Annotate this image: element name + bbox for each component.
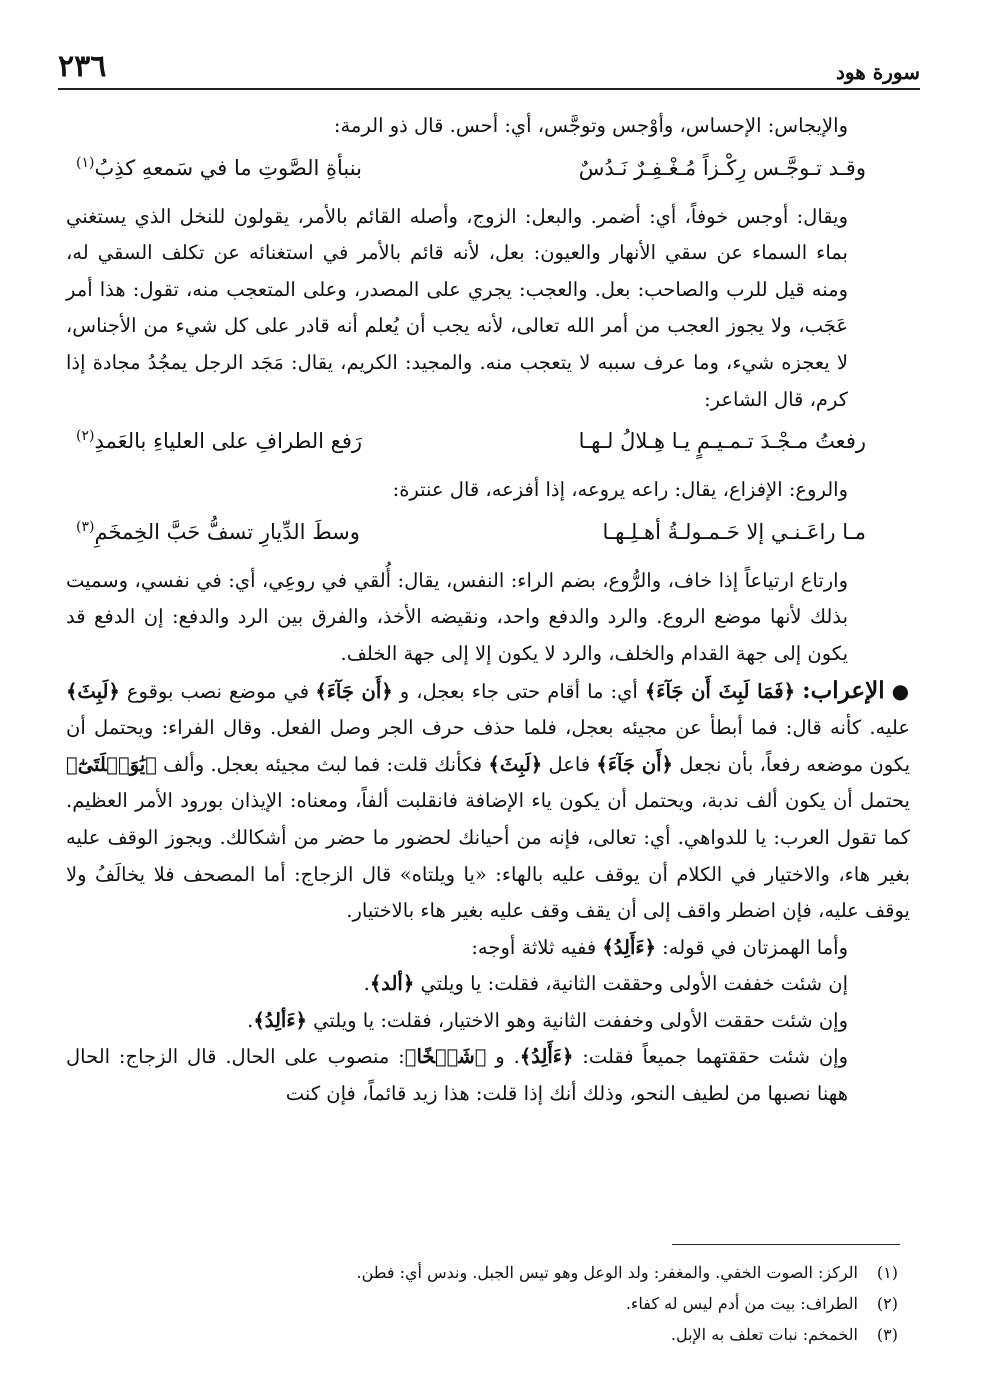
footnote-number: (٢) (876, 1294, 898, 1313)
poem-verse-1 (66, 149, 910, 187)
footnote-marker: (٣) (76, 518, 95, 535)
quran-quote: ﴿شَيۡخًا﴾ (404, 1045, 487, 1069)
surah-title: سورة هود (836, 60, 920, 84)
footnote-number: (٣) (876, 1325, 898, 1344)
quran-quote: ﴿ءَأَلِدُ﴾ (519, 1045, 574, 1069)
irab-heading: الإعراب: (802, 676, 885, 704)
paragraph-option-3: وإن شئت حققتهما جميعاً فقلت: ﴿ءَأَلِدُ﴾. و ﴿شَيۡخًا﴾: منصوب على الحال. قال الزجاج: الحال ههنا نصبها من لطيف النحو، وذلك أنك إذا قلت: هذا زيد قائماً، فإن كنت (66, 1045, 849, 1106)
paragraph-option-1: إن شئت خففت الأولى وحققت الثانية، فقلت: يا ويلتي ﴿ألد﴾. (363, 972, 848, 996)
quran-quote: ﴿أَن جَآءَ﴾ (315, 679, 393, 703)
verse-first-hemistich: رفعتُ مـجْـدَ تـمـيـمٍ يـا هِـلالُ لـهـا (578, 429, 866, 454)
quran-quote: ﴿أَن جَآءَ﴾ (596, 752, 673, 776)
footnote-text: الخمخم: نبات تعلف به الإبل. (670, 1325, 858, 1344)
page-number: ٢٣٦ (58, 49, 107, 84)
verse-first-hemistich: وقـد تـوجَّـس رِكْـزاً مُـغْـفِـرٌ نَـدُسٌ (578, 155, 866, 180)
quran-quote: ﴿ءَألِدُ﴾ (253, 1008, 307, 1032)
footnote-1 (70, 1257, 898, 1288)
quran-quote: ﴿لَبِثَ﴾ (488, 752, 543, 776)
verse-first-hemistich: مـا راعَـنـي إلا حَـمـولـةُ أهـلِـهـا (602, 519, 866, 544)
verse-second-hemistich: رَفع الطرافِ على العلياءِ بالعَمدِ$^{(٢)}$ (76, 428, 363, 454)
footnote-text: الطراف: بيت من أدم ليس له كفاء. (625, 1294, 858, 1313)
paragraph-ijas: والإيجاس: الإحساس، وأوْجس وتوجَّس، أي: أحس. قال ذو الرمة: (333, 114, 848, 137)
paragraph-rawa: والروع: الإفزاع، يقال: راعه يروعه، إذا أفزعه، قال عنترة: (392, 478, 848, 502)
footnote-text: الركز: الصوت الخفي. والمغفر: ولد الوعل وهو تيس الجبل. وندس أي: فطن. (356, 1263, 858, 1282)
footnote-2 (70, 1288, 898, 1319)
poem-verse-2 (66, 422, 910, 460)
quran-quote: ﴿ألد﴾ (369, 972, 415, 996)
paragraph-irab: ● الإعراب: ﴿فَمَا لَبِثَ أَن جَآءَ﴾ أي: ما أقام حتى جاء بعجل، و ﴿أَن جَآءَ﴾ في موضع نصب بوقوع ﴿لَبِثَ﴾ عليه. كأنه قال: فما أبطأ عن مجيئه بعجل، فلما حذف حرف الجر وصل الفعل. وقال الفراء: ويحتمل أن يكون موضعه رفعاً، بأن نجعل ﴿أَن جَآءَ﴾ فاعل ﴿لَبِثَ﴾ فكأنك قلت: فما لبث مجيئه بعجل. وألف ﴿يَٰوَيۡلَتَىٰٓ﴾ يحتمل أن يكون ألف ندبة، ويحتمل أن يكون ياء الإضافة فانقلبت ألفاً، ومعناه: الإيذان بورود الأمر العظيم. كما تقول العرب: يا للدواهي. أي: تعالى، فإنه من أحيانك لحضور ما حضر من أشكالك. ويجوز الوقف عليه بغير هاء، والاختيار في الكلام أن يوقف عليه بالهاء: «يا ويلتاه» قال الزجاج: أما المصحف فلا يخالَفُ ولا يوقف عليه، فإن اضطر واقف إلى أن يقف وقف عليه بغير هاء بالاختيار. (66, 676, 911, 923)
paragraph-baal: ويقال: أوجس خوفاً، أي: أضمر. والبعل: الزوج، وأصله القائم بالأمر، يقولون للنخل الذي يستغني بماء السماء عن سقي الأنهار والعيون: بعل، لأنه قائم بالأمر في استغنائه عن تكلف السقي له، ومنه قيل للرب والصاحب: بعل. والعجب: يجري على المصدر، وعلى المتعجب منه، تقول: هذا أمر عَجَب، ولا يجوز العجب من أمر الله تعالى، لأنه يجب أن يُعلم أنه قادر على كل شيء من الأجناس، لا يعجزه شيء، وما عرف سببه لا يتعجب منه. والمجيد: الكريم، يقال: مَجَد الرجل يمجُدُ مجادة إذا كرم، قال الشاعر: (66, 204, 848, 411)
paragraph-hamzatan: وأما الهمزتان في قوله: ﴿ءَأَلِدُ﴾ ففيه ثلاثة أوجه: (471, 935, 848, 959)
footnote-number: (١) (876, 1263, 898, 1282)
paragraph-option-2: وإن شئت حققت الأولى وخففت الثانية وهو الاختيار، فقلت: يا ويلتي ﴿ءَألِدُ﴾. (247, 1008, 848, 1032)
quran-quote: ﴿ءَأَلِدُ﴾ (602, 935, 656, 959)
paragraph-irtaa: وارتاع ارتياعاً إذا خاف، والرُّوع، بضم الراء: النفس، يقال: أُلقي في روعِي، أي: في نفسي، وسميت بذلك لأنها موضع الروع. والرد والدفع واحد، ونقيضه الأخذ، والفرق بين الرد والدفع: إن الدفع قد يكون إلى جهة القدام والخلف، والرد لا يكون إلا إلى جهة الخلف. (66, 568, 848, 665)
verse-second-hemistich: بنبأةِ الصَّوتِ ما في سَمعهِ كذِبُ$^{(١)}$ (76, 154, 362, 180)
verse-second-hemistich: وسطَ الدِّيارِ تسفُّ حَبَّ الخِمخَمِ$^{(٣)}$ (76, 518, 360, 544)
quran-quote: ﴿يَٰوَيۡلَتَىٰٓ﴾ (66, 752, 157, 776)
footnote-marker: (٢) (76, 428, 95, 445)
footnote-marker: (١) (76, 154, 95, 171)
poem-verse-3 (66, 513, 910, 551)
quran-quote: ﴿لَبِثَ﴾ (66, 679, 120, 703)
page-header (58, 50, 920, 90)
footnotes (70, 1257, 898, 1350)
main-text (66, 108, 910, 1113)
footnote-divider (672, 1244, 900, 1245)
footnote-3 (70, 1319, 898, 1350)
bullet-icon: ● (891, 678, 910, 703)
quran-quote: ﴿فَمَا لَبِثَ أَن جَآءَ﴾ (644, 679, 796, 703)
